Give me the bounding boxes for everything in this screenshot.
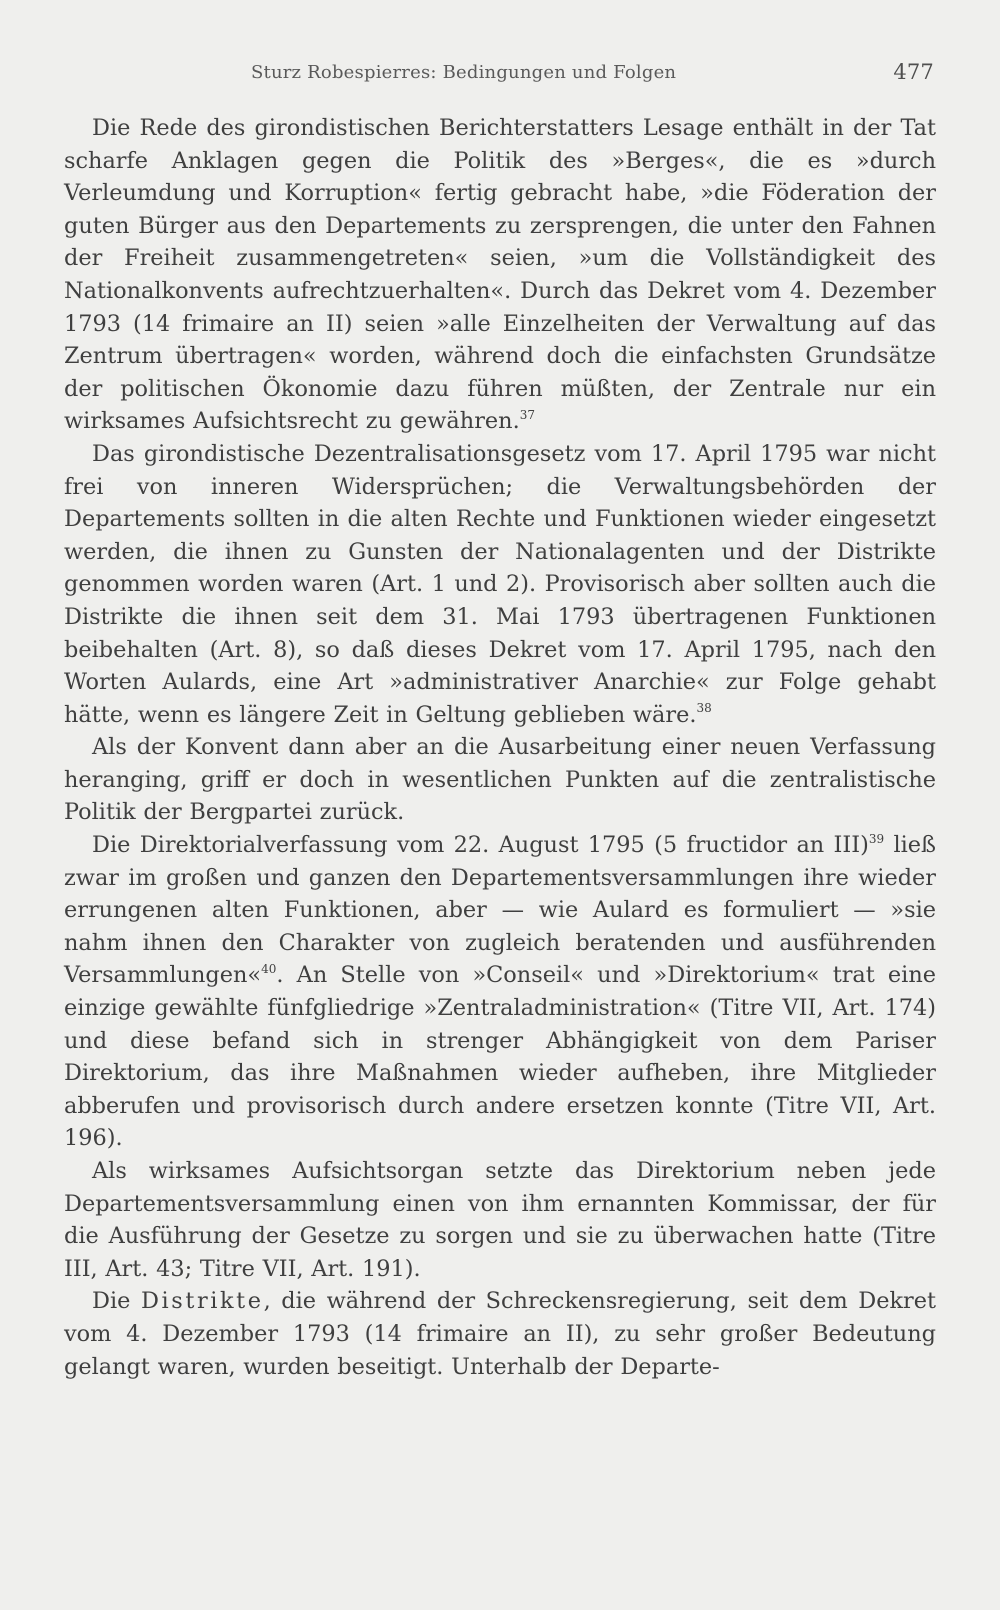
paragraph-5-text: Als wirksames Aufsichtsorgan setzte das Direktorium neben jede Departementsversammlung einen von ihm ernannten Kommissar, der für die Ausführung der Gesetze zu sorgen und sie zu überwachen hatte (Titre III, Art. 43; Titre VII, Art. 191). — [64, 1158, 936, 1282]
footnote-ref-37: 37 — [519, 407, 535, 422]
footnote-ref-39: 39 — [868, 831, 885, 846]
paragraph-4-text-c: . An Stelle von »Conseil« und »Direktorium« trat eine einzige gewählte fünfgliedrige »Zentraladministration« (Titre VII, Art. 174) und diese befand sich in strenger Abhängigkeit von dem Pariser Direktorium, das ihre Maßnahmen wieder aufheben, ihre Mitglieder abberufen und provisorisch durch andere ersetzen konnte (Titre VII, Art. 196). — [64, 962, 936, 1152]
paragraph-1 — [64, 112, 936, 438]
paragraph-4-text-b: ließ zwar im großen und ganzen den Departementsversammlungen ihre wieder errungenen alten Funktionen, aber — wie Aulard es formuliert — »sie nahm ihnen den Charakter von zugleich beratenden und ausführenden Versammlungen« — [64, 832, 937, 989]
footnote-ref-38: 38 — [696, 701, 712, 716]
paragraph-6-text: , die während der Schreckensregierung, seit dem Dekret vom 4. Dezember 1793 (14 frimaire an II), zu sehr großer Bedeutung gelangt waren, wurden beseitigt. Unterhalb der Departe- — [64, 1288, 936, 1380]
running-head — [64, 58, 936, 98]
paragraph-1-text: Die Rede des girondistischen Berichterstatters Lesage enthält in der Tat scharfe Anklagen gegen die Politik des »Berges«, die es »durch Verleumdung und Korruption« fertig gebracht habe, »die Föderation der guten Bürger aus den Departements zu zersprengen, die unter den Fahnen der Freiheit zusammengetreten« seien, »um die Vollständigkeit des Nationalkonvents aufrechtzuerhalten«. Durch das Dekret vom 4. Dezember 1793 (14 frimaire an II) seien »alle Einzelheiten der Verwaltung auf das Zentrum übertragen« worden, während doch die einfachsten Grundsätze der politischen Ökonomie dazu führen müßten, der Zentrale nur ein wirksames Aufsichtsrecht zu gewähren. — [64, 115, 936, 435]
paragraph-4 — [64, 829, 936, 1155]
paragraph-6 — [64, 1285, 936, 1383]
paragraph-3 — [64, 731, 936, 829]
paragraph-3-text: Als der Konvent dann aber an die Ausarbeitung einer neuen Verfassung heranging, griff er doch in wesentlichen Punkten auf die zentralistische Politik der Bergpartei zurück. — [64, 734, 936, 826]
emphasized-word-distrikte: Distrikte — [140, 1288, 264, 1315]
paragraph-2-text: Das girondistische Dezentralisationsgesetz vom 17. April 1795 war nicht frei von inneren Widersprüchen; die Verwaltungsbehörden der Departements sollten in die alten Rechte und Funktionen wieder eingesetzt werden, die ihnen zu Gunsten der Nationalagenten und der Distrikte genommen worden waren (Art. 1 und 2). Provisorisch aber sollten auch die Distrikte die ihnen seit dem 31. Mai 1793 übertragenen Funktionen beibehalten (Art. 8), so daß dieses Dekret vom 17. April 1795, nach den Worten Aulards, eine Art »administrativer Anarchie« zur Folge gehabt hätte, wenn es längere Zeit in Geltung geblieben wäre. — [64, 440, 936, 728]
running-title: Sturz Robespierres: Bedingungen und Folgen — [251, 62, 677, 83]
paragraph-2 — [64, 438, 936, 731]
body-text — [64, 112, 936, 1383]
page-number: 477 — [893, 60, 934, 84]
footnote-ref-40: 40 — [261, 961, 277, 976]
paragraph-5 — [64, 1155, 936, 1285]
paragraph-6-lead: Die — [92, 1288, 141, 1315]
paragraph-4-text-a: Die Direktorialverfassung vom 22. August 1795 (5 fructidor an III) — [92, 832, 869, 859]
